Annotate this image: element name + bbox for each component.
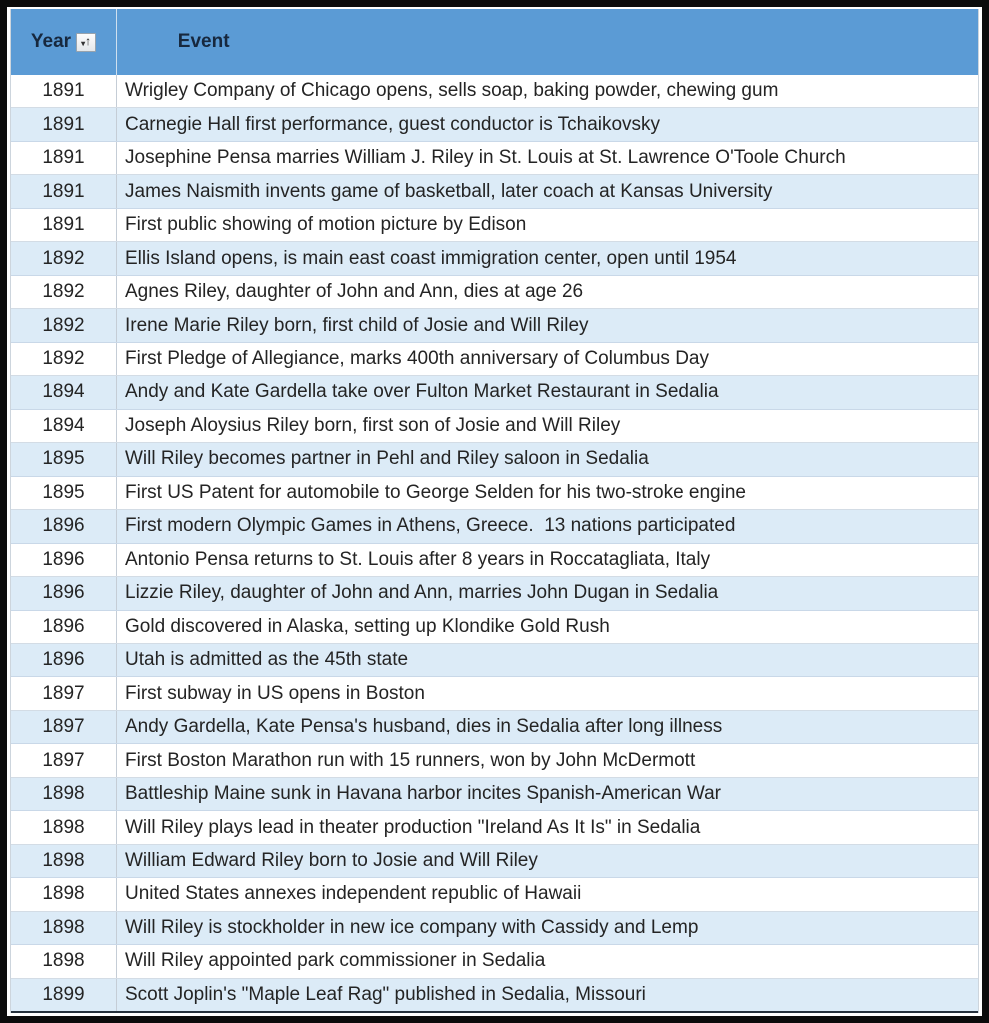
table-row[interactable] bbox=[11, 979, 978, 1013]
event-cell[interactable]: First Pledge of Allegiance, marks 400th anniversary of Columbus Day bbox=[125, 347, 709, 369]
spreadsheet-area bbox=[7, 7, 982, 1016]
table-row[interactable] bbox=[11, 276, 978, 309]
year-cell[interactable]: 1891 bbox=[11, 108, 117, 140]
event-cell[interactable]: Andy Gardella, Kate Pensa's husband, dies in Sedalia after long illness bbox=[125, 716, 723, 738]
table-row[interactable] bbox=[11, 242, 978, 275]
year-cell[interactable]: 1896 bbox=[11, 544, 117, 576]
table-row[interactable] bbox=[11, 142, 978, 175]
event-cell[interactable]: Utah is admitted as the 45th state bbox=[125, 649, 409, 671]
event-cell[interactable]: Irene Marie Riley born, first child of Josie and Will Riley bbox=[125, 314, 589, 336]
year-cell[interactable]: 1898 bbox=[11, 845, 117, 877]
year-header-label: Year bbox=[30, 31, 72, 52]
event-cell[interactable]: Battleship Maine sunk in Havana harbor incites Spanish-American War bbox=[125, 783, 721, 805]
table-row[interactable] bbox=[11, 611, 978, 644]
table-body bbox=[11, 75, 978, 1013]
event-cell[interactable]: William Edward Riley born to Josie and Will Riley bbox=[125, 850, 538, 872]
table-row[interactable] bbox=[11, 209, 978, 242]
events-table bbox=[10, 9, 979, 1013]
event-cell[interactable]: Will Riley becomes partner in Pehl and Riley saloon in Sedalia bbox=[125, 448, 649, 470]
year-cell[interactable]: 1898 bbox=[11, 811, 117, 843]
year-column-header[interactable] bbox=[11, 9, 117, 75]
year-cell[interactable]: 1898 bbox=[11, 912, 117, 944]
year-cell[interactable]: 1891 bbox=[11, 209, 117, 241]
year-cell[interactable]: 1898 bbox=[11, 945, 117, 977]
event-cell[interactable]: Will Riley plays lead in theater production "Ireland As It Is" in Sedalia bbox=[125, 816, 701, 838]
year-cell[interactable]: 1896 bbox=[11, 611, 117, 643]
table-row[interactable] bbox=[11, 945, 978, 978]
event-cell[interactable]: Will Riley is stockholder in new ice company with Cassidy and Lemp bbox=[125, 916, 699, 938]
year-cell[interactable]: 1897 bbox=[11, 744, 117, 776]
table-row[interactable] bbox=[11, 711, 978, 744]
table-row[interactable] bbox=[11, 778, 978, 811]
year-cell[interactable]: 1898 bbox=[11, 878, 117, 910]
table-row[interactable] bbox=[11, 544, 978, 577]
table-row[interactable] bbox=[11, 175, 978, 208]
year-cell[interactable]: 1897 bbox=[11, 711, 117, 743]
event-cell[interactable]: First Boston Marathon run with 15 runners, won by John McDermott bbox=[125, 749, 696, 771]
year-cell[interactable]: 1896 bbox=[11, 510, 117, 542]
event-cell[interactable]: First subway in US opens in Boston bbox=[125, 682, 425, 704]
event-cell[interactable]: Antonio Pensa returns to St. Louis after 8 years in Roccatagliata, Italy bbox=[125, 548, 711, 570]
event-cell[interactable]: Lizzie Riley, daughter of John and Ann, marries John Dugan in Sedalia bbox=[125, 582, 719, 604]
table-row[interactable] bbox=[11, 75, 978, 108]
year-cell[interactable]: 1891 bbox=[11, 142, 117, 174]
table-row[interactable] bbox=[11, 845, 978, 878]
year-cell[interactable]: 1892 bbox=[11, 242, 117, 274]
table-row[interactable] bbox=[11, 912, 978, 945]
event-cell[interactable]: Agnes Riley, daughter of John and Ann, dies at age 26 bbox=[125, 281, 584, 303]
event-cell[interactable]: First modern Olympic Games in Athens, Greece. 13 nations participated bbox=[125, 515, 736, 537]
year-cell[interactable]: 1892 bbox=[11, 343, 117, 375]
event-cell[interactable]: Gold discovered in Alaska, setting up Klondike Gold Rush bbox=[125, 615, 610, 637]
year-cell[interactable]: 1896 bbox=[11, 644, 117, 676]
year-cell[interactable]: 1894 bbox=[11, 410, 117, 442]
year-cell[interactable]: 1892 bbox=[11, 276, 117, 308]
year-cell[interactable]: 1894 bbox=[11, 376, 117, 408]
year-cell[interactable]: 1895 bbox=[11, 443, 117, 475]
event-cell[interactable]: United States annexes independent republic of Hawaii bbox=[125, 883, 582, 905]
year-cell[interactable]: 1897 bbox=[11, 677, 117, 709]
event-cell[interactable]: First US Patent for automobile to George Selden for his two-stroke engine bbox=[125, 481, 746, 503]
event-cell[interactable]: Will Riley appointed park commissioner in Sedalia bbox=[125, 950, 546, 972]
sort-ascending-icon: ↑ bbox=[85, 34, 92, 48]
event-cell[interactable]: James Naismith invents game of basketball, later coach at Kansas University bbox=[125, 180, 773, 202]
table-row[interactable] bbox=[11, 410, 978, 443]
table-row[interactable] bbox=[11, 644, 978, 677]
table-row[interactable] bbox=[11, 878, 978, 911]
table-row[interactable] bbox=[11, 510, 978, 543]
year-cell[interactable]: 1891 bbox=[11, 175, 117, 207]
table-row[interactable] bbox=[11, 343, 978, 376]
event-cell[interactable]: Scott Joplin's "Maple Leaf Rag" published in Sedalia, Missouri bbox=[125, 983, 646, 1005]
event-cell[interactable]: Andy and Kate Gardella take over Fulton Market Restaurant in Sedalia bbox=[125, 381, 719, 403]
year-cell[interactable]: 1896 bbox=[11, 577, 117, 609]
year-cell[interactable]: 1895 bbox=[11, 477, 117, 509]
filter-dropdown-icon: ▾ bbox=[81, 39, 86, 48]
event-header-label: Event bbox=[177, 31, 230, 52]
table-header-row bbox=[11, 9, 978, 75]
table-row[interactable] bbox=[11, 744, 978, 777]
event-column-header[interactable] bbox=[117, 9, 978, 75]
table-row[interactable] bbox=[11, 477, 978, 510]
year-cell[interactable]: 1899 bbox=[11, 979, 117, 1011]
event-cell[interactable]: First public showing of motion picture by Edison bbox=[125, 214, 527, 236]
table-row[interactable] bbox=[11, 108, 978, 141]
event-cell[interactable]: Josephine Pensa marries William J. Riley in St. Louis at St. Lawrence O'Toole Church bbox=[125, 147, 846, 169]
table-row[interactable] bbox=[11, 309, 978, 342]
year-cell[interactable]: 1891 bbox=[11, 75, 117, 107]
event-cell[interactable]: Carnegie Hall first performance, guest conductor is Tchaikovsky bbox=[125, 113, 661, 135]
event-cell[interactable]: Wrigley Company of Chicago opens, sells soap, baking powder, chewing gum bbox=[125, 80, 779, 102]
table-row[interactable] bbox=[11, 677, 978, 710]
event-cell[interactable]: Joseph Aloysius Riley born, first son of Josie and Will Riley bbox=[125, 414, 621, 436]
year-cell[interactable]: 1892 bbox=[11, 309, 117, 341]
year-cell[interactable]: 1898 bbox=[11, 778, 117, 810]
year-filter-button[interactable] bbox=[76, 33, 96, 52]
table-row[interactable] bbox=[11, 376, 978, 409]
table-row[interactable] bbox=[11, 577, 978, 610]
event-cell[interactable]: Ellis Island opens, is main east coast immigration center, open until 1954 bbox=[125, 247, 737, 269]
table-row[interactable] bbox=[11, 443, 978, 476]
table-row[interactable] bbox=[11, 811, 978, 844]
